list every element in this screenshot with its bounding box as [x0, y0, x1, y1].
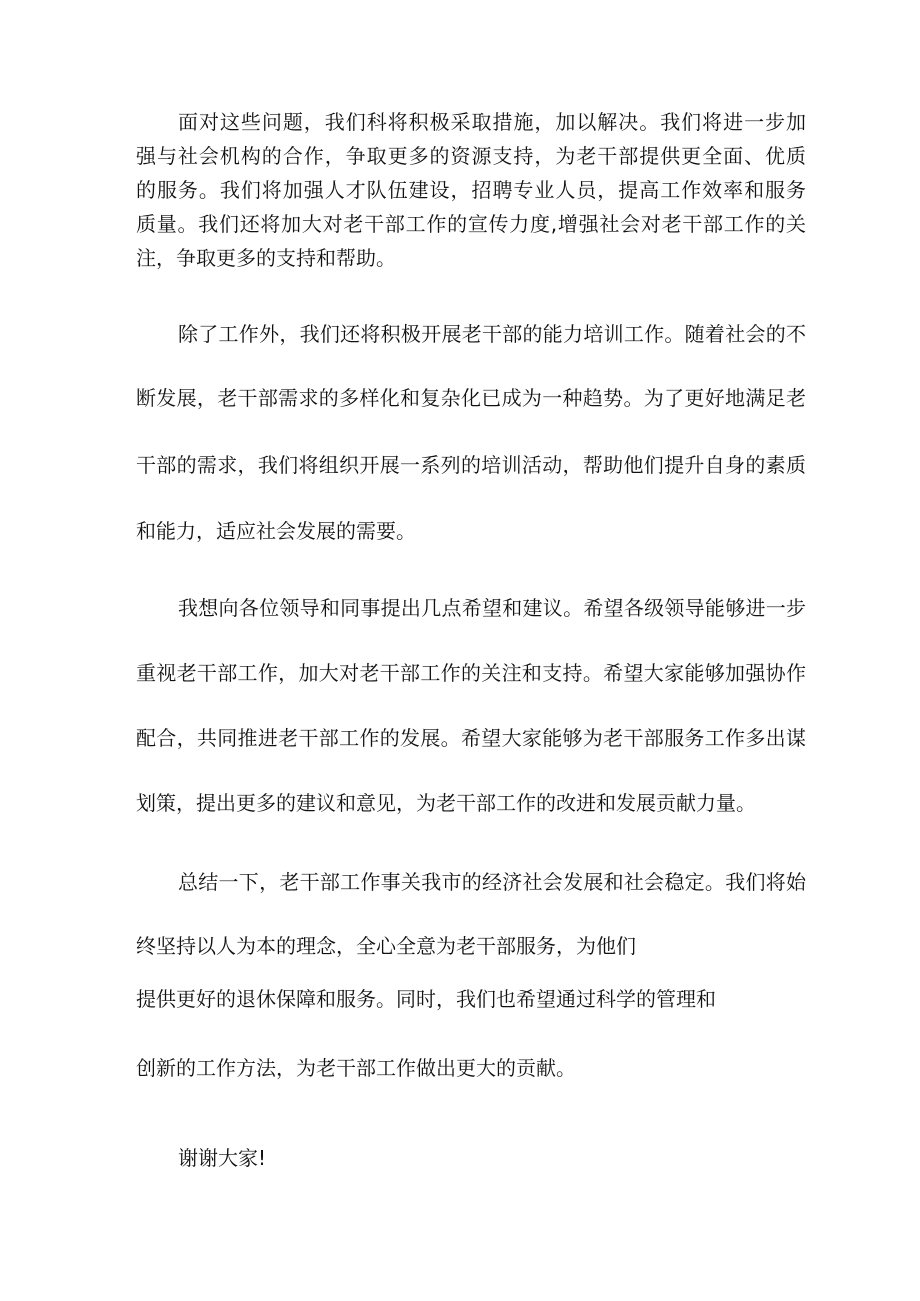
- paragraph-2-line-1: 除了工作外，我们还将积极开展老干部的能力培训工作。随着社会的不: [178, 322, 806, 346]
- paragraph-4-line-3: 提供更好的退休保障和服务。同时，我们也希望通过科学的管理和: [136, 987, 716, 1011]
- paragraph-1-line-1: 面对这些问题，我们科将积极采取措施，加以解决。我们将进一步加: [178, 110, 806, 134]
- paragraph-3-line-1: 我想向各位领导和同事提出几点希望和建议。希望各级领导能够进一步: [178, 596, 806, 620]
- paragraph-4-line-4: 创新的工作方法，为老干部工作做出更大的贡献。: [136, 1056, 576, 1080]
- paragraph-1-line-5: 注，争取更多的支持和帮助。: [136, 246, 396, 270]
- paragraph-4-line-1: 总结一下，老干部工作事关我市的经济社会发展和社会稳定。我们将始: [178, 870, 806, 894]
- paragraph-1-line-2: 强与社会机构的合作，争取更多的资源支持，为老干部提供更全面、优质: [136, 144, 806, 168]
- paragraph-3-line-2: 重视老干部工作，加大对老干部工作的关注和支持。希望大家能够加强协作: [136, 661, 806, 685]
- paragraph-2-line-3: 干部的需求，我们将组织开展一系列的培训活动，帮助他们提升自身的素质: [136, 453, 806, 477]
- paragraph-2-line-4: 和能力，适应社会发展的需要。: [136, 519, 416, 543]
- closing-thanks: 谢谢大家!: [178, 1146, 267, 1170]
- paragraph-3-line-4: 划策，提出更多的建议和意见，为老干部工作的改进和发展贡献力量。: [136, 791, 756, 815]
- paragraph-1-line-4: 质量。我们还将加大对老干部工作的宣传力度,增强社会对老干部工作的关: [136, 212, 806, 236]
- paragraph-4-line-2: 终坚持以人为本的理念，全心全意为老干部服务，为他们: [136, 934, 636, 958]
- paragraph-2-line-2: 断发展，老干部需求的多样化和复杂化已成为一种趋势。为了更好地满足老: [136, 386, 806, 410]
- paragraph-3-line-3: 配合，共同推进老干部工作的发展。希望大家能够为老干部服务工作多出谋: [136, 726, 806, 750]
- paragraph-1-line-3: 的服务。我们将加强人才队伍建设，招聘专业人员，提高工作效率和服务: [136, 178, 806, 202]
